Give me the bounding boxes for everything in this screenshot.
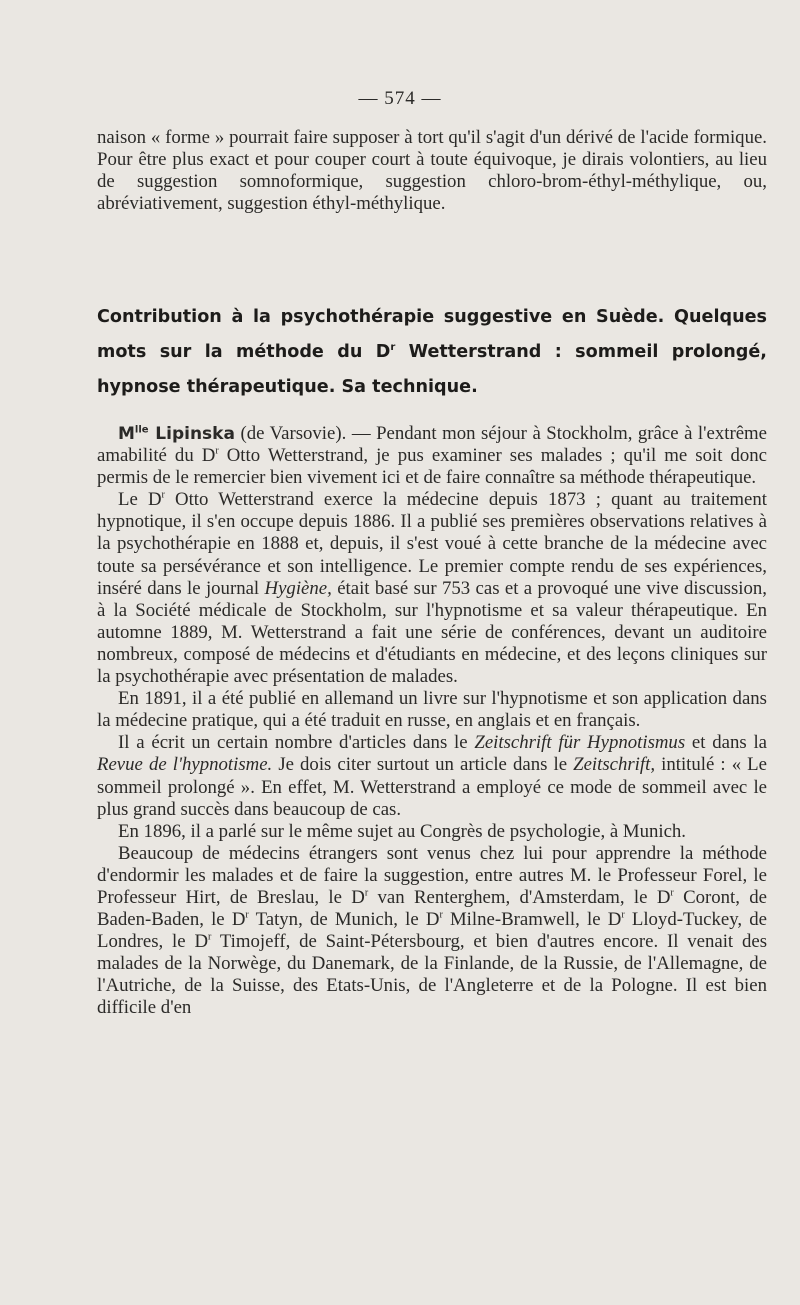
paragraph-6	[97, 843, 767, 1020]
paragraph-2	[97, 489, 767, 688]
p2-text-a: Le D	[118, 489, 162, 511]
p4-journal-1: Zeitschrift für Hypnotismus	[474, 732, 686, 754]
intro-paragraph: naison « forme » pourrait faire supposer à tort qu'il s'agit d'un dérivé de l'acide formique. Pour être plus exact et pour couper court à toute équivoque, je dirais volontiers, au lieu de suggestion somnoformique, suggestion chloro-brom-éthyl-méthylique, ou, abréviativement, suggestion éthyl-méthylique.	[97, 127, 767, 215]
p1-text-b: Otto Wetterstrand, je pus examiner ses malades ; qu'il me soit donc permis de le remercier bien vivement ici et de faire connaître sa méthode thérapeutique.	[97, 445, 767, 489]
article-body	[97, 423, 767, 1020]
author-sup: lle	[134, 424, 149, 436]
author-name	[118, 424, 235, 444]
author-prefix: M	[118, 424, 135, 444]
paragraph-5: En 1896, il a parlé sur le même sujet au Congrès de psychologie, à Munich.	[118, 820, 686, 842]
p2-text-b: Otto Wetterstrand exerce la médecine depuis 1873 ; quant au traitement hypnotique, il s'en occupe depuis 1886. Il a publié ses premières observations relatives à la psychothérapie en 1888 et, depuis, il s'est voué à cette branche de la médecine avec toute sa persévérance et son intelligence. Le premier compte rendu de ses expériences, inséré dans le journal	[97, 489, 767, 599]
p6-sup-4: r	[439, 909, 443, 921]
page-number: — 574 —	[358, 88, 442, 109]
heading-text-1: Contribution à la psychothérapie suggestive en Suède. Quelques mots sur la méthode du D	[97, 307, 767, 362]
p6-text-4: Tatyn, de Munich, le D	[248, 909, 440, 931]
p6-sup-6: r	[208, 931, 212, 943]
author-surname: Lipinska	[148, 424, 235, 444]
p6-text-3: Coront, de Baden-Baden, le D	[97, 886, 768, 931]
p6-text-5: Milne-Bramwell, le D	[442, 909, 622, 931]
heading-text-2: Wetterstrand : sommeil prolongé, hypnose thérapeutique. Sa technique.	[97, 342, 767, 397]
paragraph-3: En 1891, il a été publié en allemand un livre sur l'hypnotisme et son application dans la médecine pratique, qui a été traduit en russe, en anglais et en français.	[97, 688, 767, 732]
p2-text-c: était basé sur 753 cas et a provoqué une vive discussion, à la Société médicale de Stockholm, sur l'hypnotisme et sa valeur thérapeutique. En automne 1889, M. Wetterstrand a fait une série de conférences, devant un auditoire nombreux, composé de médecins et d'étudiants en médecine, et des leçons cliniques sur la psychothérapie avec présentation de malades.	[97, 577, 767, 688]
p4-journal-2: Revue de l'hypnotisme.	[97, 754, 273, 776]
p6-sup-3: r	[245, 909, 249, 921]
p4-text-d: intitulé : « Le sommeil prolongé ». En effet, M. Wetterstrand a employé ce mode de sommeil avec le plus grand succès dans beaucoup de cas.	[97, 754, 767, 820]
p6-sup-5: r	[621, 909, 625, 921]
p6-sup-2: r	[670, 887, 674, 899]
p6-text-1: Beaucoup de médecins étrangers sont venus chez lui pour apprendre la méthode d'endormir les malades et de faire la suggestion, entre autres M. le Professeur Forel, le Professeur Hirt, de Breslau, le D	[97, 842, 767, 908]
p4-text-a: Il a écrit un certain nombre d'articles dans le	[118, 732, 475, 754]
p4-text-c: Je dois citer surtout un article dans le	[272, 754, 574, 776]
p2-journal-title: Hygiène,	[264, 577, 332, 599]
p6-text-6: Lloyd-Tuckey, de Londres, le D	[97, 909, 768, 953]
paragraph-1	[97, 423, 767, 489]
p6-text-7: Timojeff, de Saint-Pétersbourg, et bien d'autres encore. Il venait des malades de la Norwège, du Danemark, de la Finlande, de la Russie, de l'Allemagne, de l'Autriche, de la Suisse, des Etats-Unis, de l'Angleterre et de la Pologne. Il est bien difficile d'en	[97, 931, 768, 1019]
heading-sup: r	[390, 342, 396, 354]
p2-sup: r	[161, 490, 165, 502]
p1-sup: r	[215, 445, 219, 457]
p6-text-2: van Renterghem, d'Amsterdam, le D	[368, 886, 671, 908]
section-heading	[97, 300, 767, 405]
p4-text-b: et dans la	[685, 732, 767, 754]
p6-sup-1: r	[364, 887, 369, 899]
paragraph-4	[97, 732, 767, 820]
p1-text-a: (de Varsovie). — Pendant mon séjour à Stockholm, grâce à l'extrême amabilité du D	[97, 423, 767, 467]
p4-journal-3: Zeitschrift,	[573, 754, 656, 776]
